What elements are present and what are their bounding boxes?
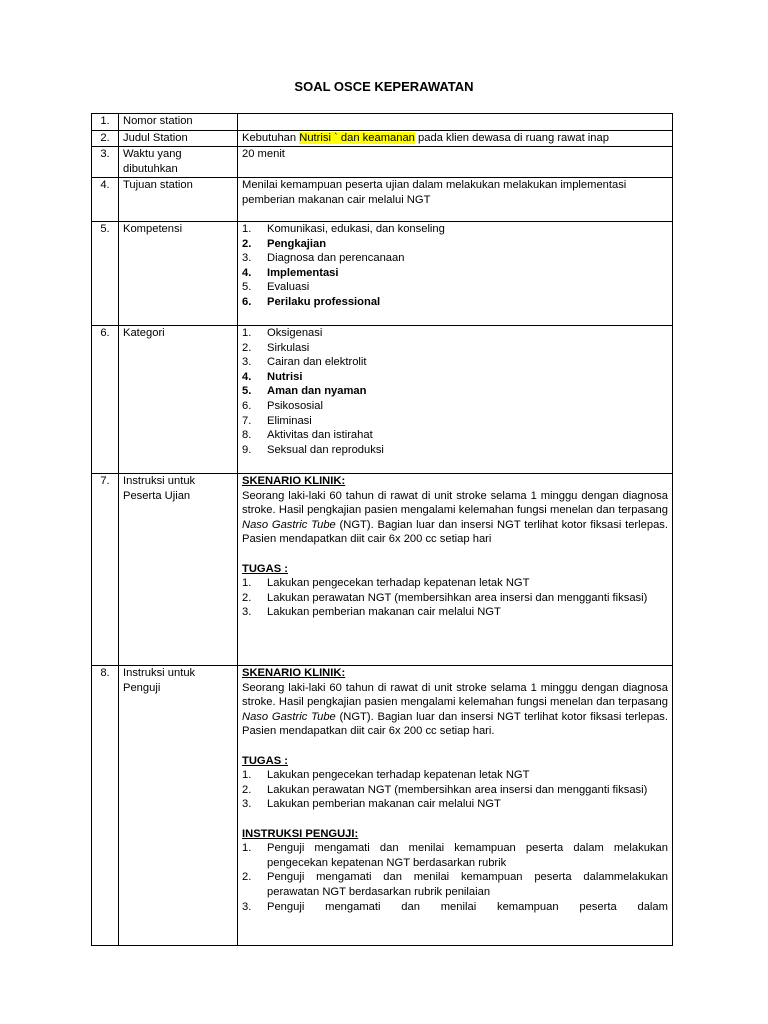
table-row	[92, 222, 673, 326]
row-label: Tujuan station	[119, 178, 238, 222]
list-item: 1. Komunikasi, edukasi, dan konseling	[242, 223, 445, 235]
title-prefix: Kebutuhan	[242, 132, 300, 144]
list-item: 7. Eliminasi	[242, 414, 312, 427]
list-item: 9. Seksual dan reproduksi	[242, 443, 384, 456]
list-item: 2. Sirkulasi	[242, 341, 310, 354]
table-row	[92, 326, 673, 474]
kategori-list	[242, 326, 668, 457]
row-number: 1.	[92, 114, 119, 131]
list-item: 3. Penguji mengamati dan menilai kemampuan peserta dalam	[242, 900, 668, 913]
row-number: 7.	[92, 474, 119, 666]
row-value	[238, 326, 673, 474]
row-value	[238, 114, 673, 131]
scenario-text: Seorang laki-laki 60 tahun di rawat di unit stroke selama 1 minggu dengan diagnosa stroke. Hasil pengkajian pasien mengalami kelemahan fungsi menelan dan terpasang Naso Gastric Tube (NGT). Bagian luar dan insersi NGT terlihat kotor fiksasi terlepas. Pasien mendapatkan diit cair 6x 200 cc setiap hari	[242, 489, 668, 546]
instruksi-list	[242, 841, 668, 912]
truncated-line: Penguji mengamati dan menilai kemampuan peserta dalam	[267, 900, 668, 913]
row-value	[238, 131, 673, 147]
row-number: 4.	[92, 178, 119, 222]
list-item: 8. Aktivitas dan istirahat	[242, 429, 373, 442]
row-value: Menilai kemampuan peserta ujian dalam melakukan melakukan implementasi pemberian makanan cair melalui NGT	[238, 178, 673, 222]
row-number: 2.	[92, 131, 119, 147]
row-number: 5.	[92, 222, 119, 326]
list-item: 6. Perilaku professional	[242, 295, 381, 308]
table-row	[92, 131, 673, 147]
list-item: 2. Penguji mengamati dan menilai kemampuan peserta dalammelakukan perawatan NGT berdasarkan rubrik penilaian	[242, 871, 668, 898]
list-item: 4. Nutrisi	[242, 370, 303, 383]
list-item: 2. Lakukan perawatan NGT (membersihkan area insersi dan mengganti fiksasi)	[242, 591, 648, 604]
row-number: 6.	[92, 326, 119, 474]
tugas-list	[242, 768, 668, 812]
table-row	[92, 178, 673, 222]
list-item: 3. Lakukan pemberian makanan cair melalui NGT	[242, 606, 501, 619]
tugas-heading: TUGAS :	[242, 754, 288, 767]
row-label: Instruksi untuk Peserta Ujian	[119, 474, 238, 666]
kompetensi-list	[242, 222, 668, 310]
scenario-heading: SKENARIO KLINIK:	[242, 667, 346, 679]
row-number: 3.	[92, 147, 119, 178]
row-value: 20 menit	[238, 147, 673, 178]
list-item: 4. Implementasi	[242, 266, 339, 279]
tugas-list	[242, 576, 668, 620]
list-item: 6. Psikososial	[242, 399, 323, 412]
tugas-heading: TUGAS :	[242, 562, 288, 575]
list-item: 1. Lakukan pengecekan terhadap kepatenan letak NGT	[242, 769, 530, 782]
list-item: 2. Lakukan perawatan NGT (membersihkan area insersi dan mengganti fiksasi)	[242, 783, 648, 796]
row-label: Nomor station	[119, 114, 238, 131]
row-label: Judul Station	[119, 131, 238, 147]
list-item: 1. Penguji mengamati dan menilai kemampuan peserta dalam melakukan pengecekan kepatenan NGT berdasarkan rubrik	[242, 842, 668, 869]
osce-table	[91, 113, 673, 946]
list-item: 3. Diagnosa dan perencanaan	[242, 252, 405, 265]
table-row	[92, 474, 673, 666]
list-item: 3. Lakukan pemberian makanan cair melalui NGT	[242, 798, 501, 811]
row-value	[238, 222, 673, 326]
table-row	[92, 666, 673, 946]
table-row	[92, 147, 673, 178]
list-item: 5. Evaluasi	[242, 281, 310, 294]
list-item: 3. Cairan dan elektrolit	[242, 356, 367, 369]
row-label: Waktu yang dibutuhkan	[119, 147, 238, 178]
list-item: 1. Oksigenasi	[242, 327, 323, 339]
instruksi-heading: INSTRUKSI PENGUJI:	[242, 827, 359, 840]
title-suffix: pada klien dewasa di ruang rawat inap	[414, 132, 609, 144]
row-number: 8.	[92, 666, 119, 946]
table-row	[92, 114, 673, 131]
row-label: Instruksi untuk Penguji	[119, 666, 238, 946]
row-label: Kategori	[119, 326, 238, 474]
list-item: 1. Lakukan pengecekan terhadap kepatenan letak NGT	[242, 577, 530, 590]
document-title: SOAL OSCE KEPERAWATAN	[294, 79, 474, 94]
list-item: 5. Aman dan nyaman	[242, 385, 367, 398]
scenario-heading: SKENARIO KLINIK:	[242, 475, 346, 487]
scenario-text: Seorang laki-laki 60 tahun di rawat di unit stroke selama 1 minggu dengan diagnosa stroke. Hasil pengkajian pasien mengalami kelemahan fungsi menelan dan terpasang Naso Gastric Tube (NGT). Bagian luar dan insersi NGT terlihat kotor fiksasi terlepas. Pasien mendapatkan diit cair 6x 200 cc setiap hari.	[242, 681, 668, 738]
row-label: Kompetensi	[119, 222, 238, 326]
row-value	[238, 666, 673, 946]
row-value	[238, 474, 673, 666]
list-item: 2. Pengkajian	[242, 237, 327, 250]
highlighted-text: Nutrisi ` dan keamanan	[299, 132, 415, 144]
